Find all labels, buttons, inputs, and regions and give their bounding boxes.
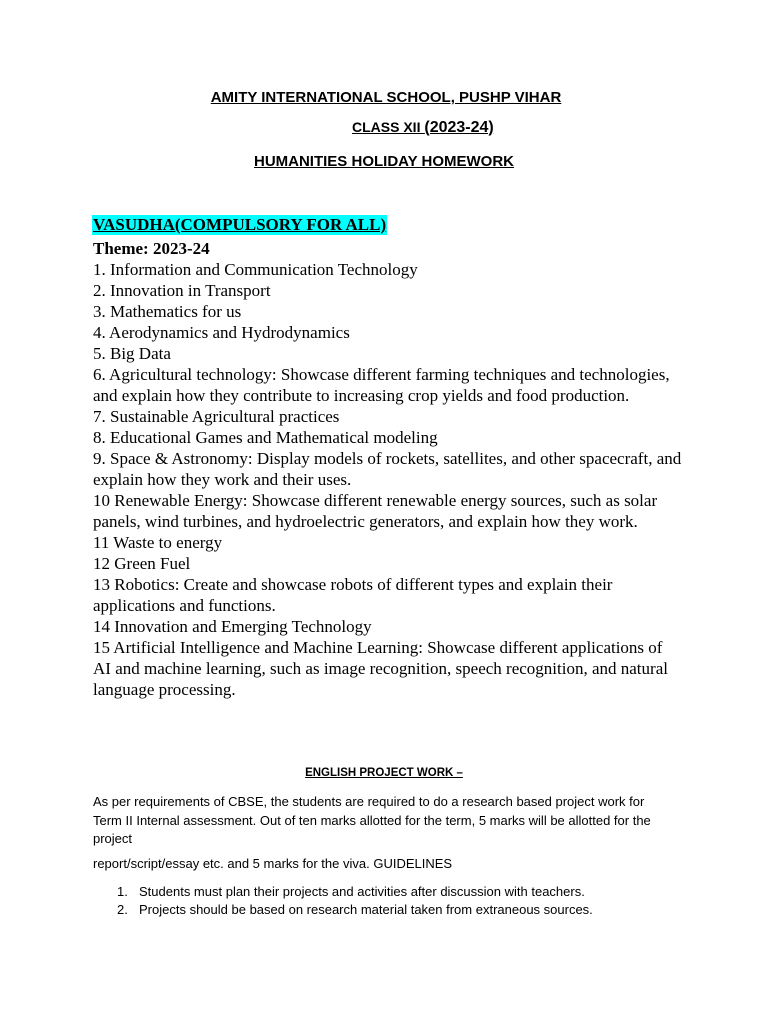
- topic-item: 7. Sustainable Agricultural practices: [93, 407, 340, 426]
- topic-item: 14 Innovation and Emerging Technology: [93, 617, 372, 636]
- vasudha-title: VASUDHA(COMPULSORY FOR ALL): [93, 215, 387, 234]
- topic-item: 4. Aerodynamics and Hydrodynamics: [93, 323, 350, 342]
- class-label: CLASS XII: [352, 119, 421, 135]
- guideline-item: [93, 901, 693, 919]
- class-heading: [352, 119, 494, 137]
- guideline-text: Students must plan their projects and activities after discussion with teachers.: [139, 884, 585, 899]
- english-intro-paragraph: As per requirements of CBSE, the students are required to do a research based project work for Term II Internal assessment. Out of ten marks allotted for the term, 5 marks will be allotted for the project: [93, 794, 651, 846]
- topic-item: 11 Waste to energy: [93, 533, 223, 552]
- guidelines-list: [93, 883, 693, 919]
- homework-title: HUMANITIES HOLIDAY HOMEWORK: [253, 153, 514, 170]
- guideline-item: [93, 883, 693, 901]
- topic-item: 6. Agricultural technology: Showcase different farming techniques and technologies, and explain how they contribute to increasing crop yields and food production.: [93, 365, 670, 405]
- topic-item: 3. Mathematics for us: [93, 302, 242, 321]
- english-project-title: ENGLISH PROJECT WORK –: [305, 767, 463, 779]
- topic-item: 2. Innovation in Transport: [93, 281, 271, 300]
- topic-item: 5. Big Data: [93, 344, 171, 363]
- guideline-number: 2.: [117, 902, 128, 917]
- topic-list: [93, 259, 683, 700]
- topic-item: 8. Educational Games and Mathematical modeling: [93, 428, 438, 447]
- guideline-text: Projects should be based on research material taken from extraneous sources.: [139, 902, 593, 917]
- topic-item: 1. Information and Communication Technology: [93, 260, 418, 279]
- class-year: (2023-24): [424, 119, 494, 136]
- english-guidelines-paragraph: report/script/essay etc. and 5 marks for the viva. GUIDELINES: [93, 856, 453, 871]
- topic-item: 9. Space & Astronomy: Display models of rockets, satellites, and other spacecraft, and explain how they work and their uses.: [93, 449, 682, 489]
- topic-item: 13 Robotics: Create and showcase robots of different types and explain their applications and functions.: [93, 575, 613, 615]
- theme-heading: Theme: 2023-24: [93, 239, 210, 258]
- guideline-number: 1.: [117, 884, 128, 899]
- school-title: AMITY INTERNATIONAL SCHOOL, PUSHP VIHAR: [210, 89, 562, 106]
- topic-item: 15 Artificial Intelligence and Machine Learning: Showcase different applications of AI and machine learning, such as image recognition, speech recognition, and natural language processing.: [93, 638, 668, 699]
- topic-item: 10 Renewable Energy: Showcase different renewable energy sources, such as solar panels, wind turbines, and hydroelectric generators, and explain how they work.: [93, 491, 658, 531]
- topic-item: 12 Green Fuel: [93, 554, 191, 573]
